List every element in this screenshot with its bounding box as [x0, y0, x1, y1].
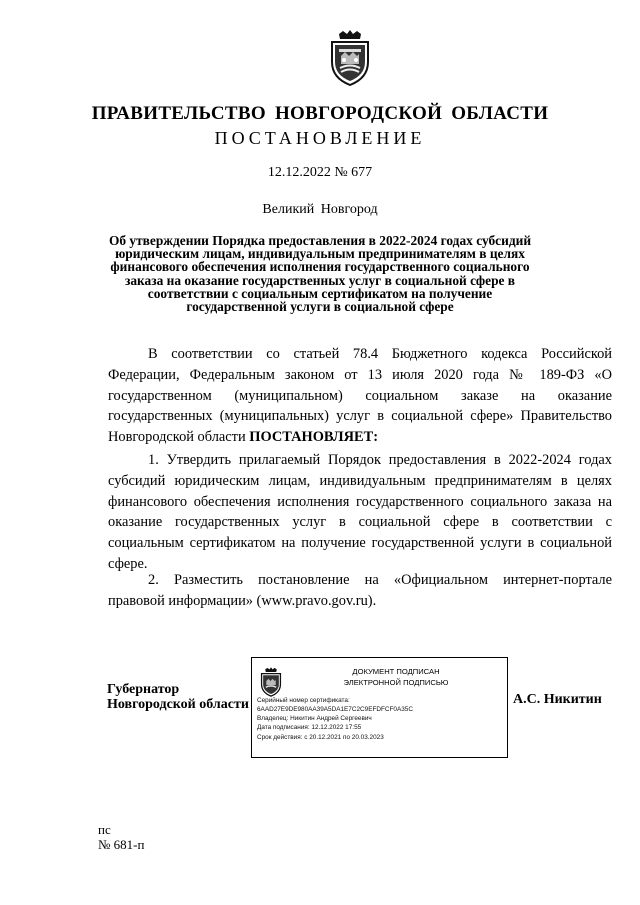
document-date-number: 12.12.2022 № 677	[267, 165, 373, 180]
document-subject	[108, 234, 532, 313]
stamp-serial-value: 6AAD27E9DE980AA39A5DA1E7C2C9EFDFCF0A35C	[257, 706, 413, 713]
subject-line: финансового обеспечения исполнения государственного социального	[110, 259, 530, 275]
signatory-name: А.С. Никитин	[513, 692, 602, 707]
clause-2-paragraph: 2. Разместить постановление на «Официальном интернет-портале правовой информации» (www.pravo.gov.ru).	[108, 572, 612, 609]
clause-1-paragraph: 1. Утвердить прилагаемый Порядок предоставления в 2022-2024 годах субсидий юридическим лицам, индивидуальным предпринимателям в целях финансового обеспечения исполнения государственного социального заказа на оказание государственных услуг в социальной сфере в соответствии с социальным сертификатом на получение государственной услуги в социальной сфере.	[108, 452, 612, 572]
stamp-heading: ЭЛЕКТРОННОЙ ПОДПИСЬЮ	[343, 678, 449, 687]
stamp-serial-label: Серийный номер сертификата:	[257, 697, 350, 704]
subject-line: соответствии с социальным сертификатом на получение	[147, 285, 493, 301]
footer-initials: пс	[98, 822, 111, 837]
document-city: Великий Новгород	[262, 202, 378, 217]
government-title: ПРАВИТЕЛЬСТВО НОВГОРОДСКОЙ ОБЛАСТИ	[91, 103, 549, 124]
stamp-heading: ДОКУМЕНТ ПОДПИСАН	[352, 667, 440, 676]
position-line: Новгородской области	[107, 697, 249, 712]
footer-doc-number: № 681-п	[98, 837, 145, 852]
subject-line: Об утверждении Порядка предоставления в 2022-2024 годах субсидий	[108, 233, 532, 248]
stamp-validity: Срок действия: с 20.12.2021 по 20.03.2023	[257, 734, 384, 741]
coat-of-arms-icon	[329, 30, 371, 86]
document-footer-id	[98, 822, 144, 852]
electronic-signature-stamp	[251, 657, 508, 758]
resolves-keyword: ПОСТАНОВЛЯЕТ:	[249, 429, 379, 446]
coat-of-arms-icon	[260, 667, 282, 697]
subject-line: заказа на оказание государственных услуг в социальной сфере в	[124, 272, 516, 288]
stamp-signed-date: Дата подписания: 12.12.2022 17:55	[257, 724, 362, 731]
stamp-owner: Владелец: Никитин Андрей Сергеевич	[257, 715, 372, 722]
subject-line: юридическим лицам, индивидуальным предпринимателям в целях	[115, 246, 525, 262]
document-type-title: ПОСТАНОВЛЕНИЕ	[214, 128, 426, 148]
preamble-paragraph	[108, 344, 612, 448]
signatory-position	[107, 682, 249, 712]
preamble-text: В соответствии со статьей 78.4 Бюджетного кодекса Российской Федерации, Федеральным законом от 13 июля 2020 года № 189-ФЗ «О государственном (муниципальном) социальном заказе на оказание государственных (муниципальных) услуг в социальной сфере» Правительство Новгородской области	[108, 346, 612, 446]
subject-line: государственной услуги в социальной сфере	[186, 299, 454, 315]
position-line: Губернатор	[107, 682, 180, 697]
